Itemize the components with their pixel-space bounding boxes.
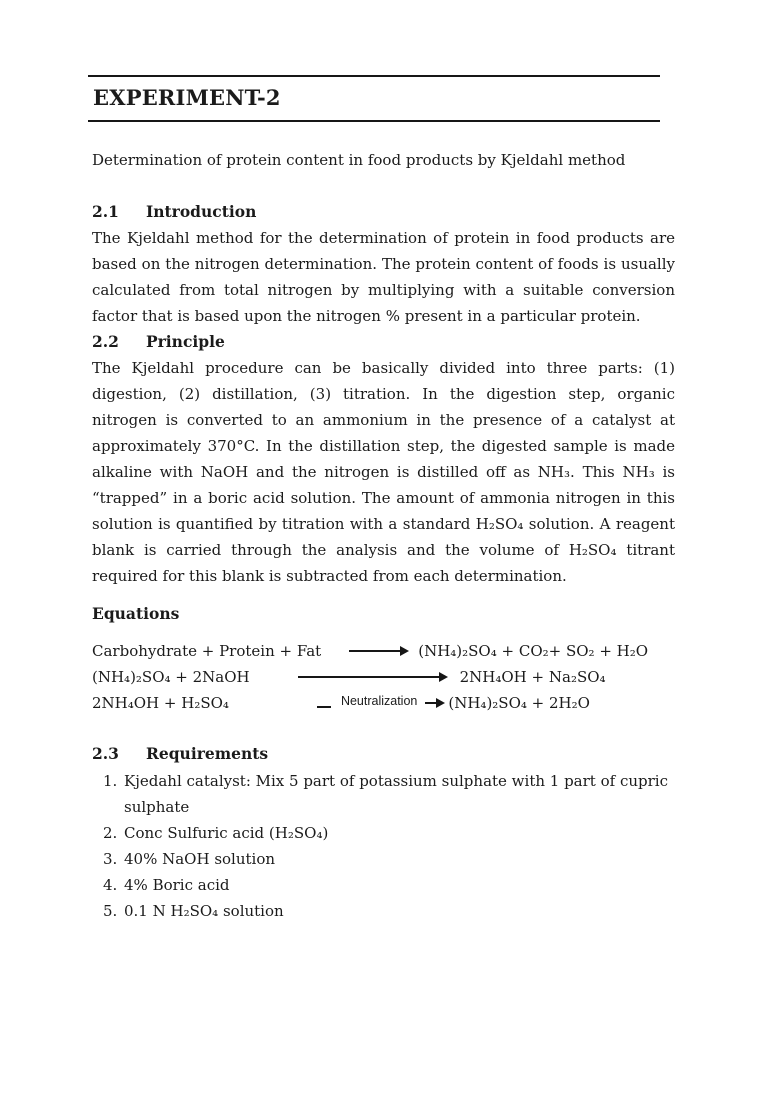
equations-block <box>92 638 675 716</box>
page-title: EXPERIMENT-2 <box>93 85 281 110</box>
equation-row <box>92 690 675 716</box>
list-item-number: 4. <box>103 876 118 894</box>
reaction-arrow-label: Neutralization <box>340 694 418 708</box>
section-heading-requirements <box>92 741 675 767</box>
list-item-number: 2. <box>103 824 118 842</box>
equation-right: (NH₄)₂SO₄ + 2H₂O <box>448 694 590 712</box>
reaction-arrow-icon <box>425 702 443 704</box>
list-item-number: 3. <box>103 850 118 868</box>
equation-left: (NH₄)₂SO₄ + 2NaOH <box>92 668 250 686</box>
equation-row <box>92 638 675 664</box>
reaction-arrow-icon <box>349 650 407 652</box>
section-title: Principle <box>145 332 225 351</box>
document-page <box>0 75 768 1099</box>
equation-left: Carbohydrate + Protein + Fat <box>92 642 322 660</box>
list-item-text: Kjedahl catalyst: Mix 5 part of potassium sulphate with 1 part of cupric sulphate <box>124 772 668 816</box>
equations-heading: Equations <box>92 604 180 623</box>
list-item <box>92 820 675 846</box>
list-item <box>92 768 675 820</box>
principle-paragraph: The Kjeldahl procedure can be basically divided into three parts: (1) digestion, (2) distillation, (3) titration. In the digestion step, organic nitrogen is converted to an ammonium in the presence of a catalyst at approximately 370°C. In the distillation step, the digested sample is made alkaline with NaOH and the nitrogen is distilled off as NH₃. This NH₃ is “trapped” in a boric acid solution. The amount of ammonia nitrogen in this solution is quantified by titration with a standard H₂SO₄ solution. A reagent blank is carried through the analysis and the volume of H₂SO₄ titrant required for this blank is subtracted from each determination. <box>92 359 675 585</box>
equation-left: 2NH₄OH + H₂SO₄ <box>92 694 229 712</box>
section-heading-principle <box>92 329 675 355</box>
list-item <box>92 846 675 872</box>
reaction-arrow-icon <box>298 676 446 678</box>
equation-row <box>92 664 675 690</box>
requirements-list <box>92 768 675 924</box>
section-number: 2.1 <box>92 202 119 221</box>
list-item-number: 1. <box>103 772 118 790</box>
list-item-text: 4% Boric acid <box>124 876 230 894</box>
title-block <box>88 75 660 122</box>
list-item <box>92 872 675 898</box>
document-body <box>92 147 675 924</box>
introduction-paragraph: The Kjeldahl method for the determination of protein in food products are based on the nitrogen determination. The protein content of foods is usually calculated from total nitrogen by multiplying with a suitable conversion factor that is based upon the nitrogen % present in a particular protein. <box>92 229 675 325</box>
document-subtitle: Determination of protein content in food products by Kjeldahl method <box>92 151 626 169</box>
equation-right: 2NH₄OH + Na₂SO₄ <box>459 668 606 686</box>
list-item-text: 0.1 N H₂SO₄ solution <box>124 902 284 920</box>
list-item-number: 5. <box>103 902 118 920</box>
section-number: 2.3 <box>92 744 119 763</box>
dash-icon <box>317 706 331 708</box>
section-heading-introduction <box>92 199 675 225</box>
section-title: Requirements <box>145 744 269 763</box>
equation-right: (NH₄)₂SO₄ + CO₂+ SO₂ + H₂O <box>418 642 649 660</box>
section-title: Introduction <box>145 202 257 221</box>
list-item <box>92 898 675 924</box>
list-item-text: 40% NaOH solution <box>124 850 276 868</box>
list-item-text: Conc Sulfuric acid (H₂SO₄) <box>124 824 329 842</box>
section-number: 2.2 <box>92 332 119 351</box>
